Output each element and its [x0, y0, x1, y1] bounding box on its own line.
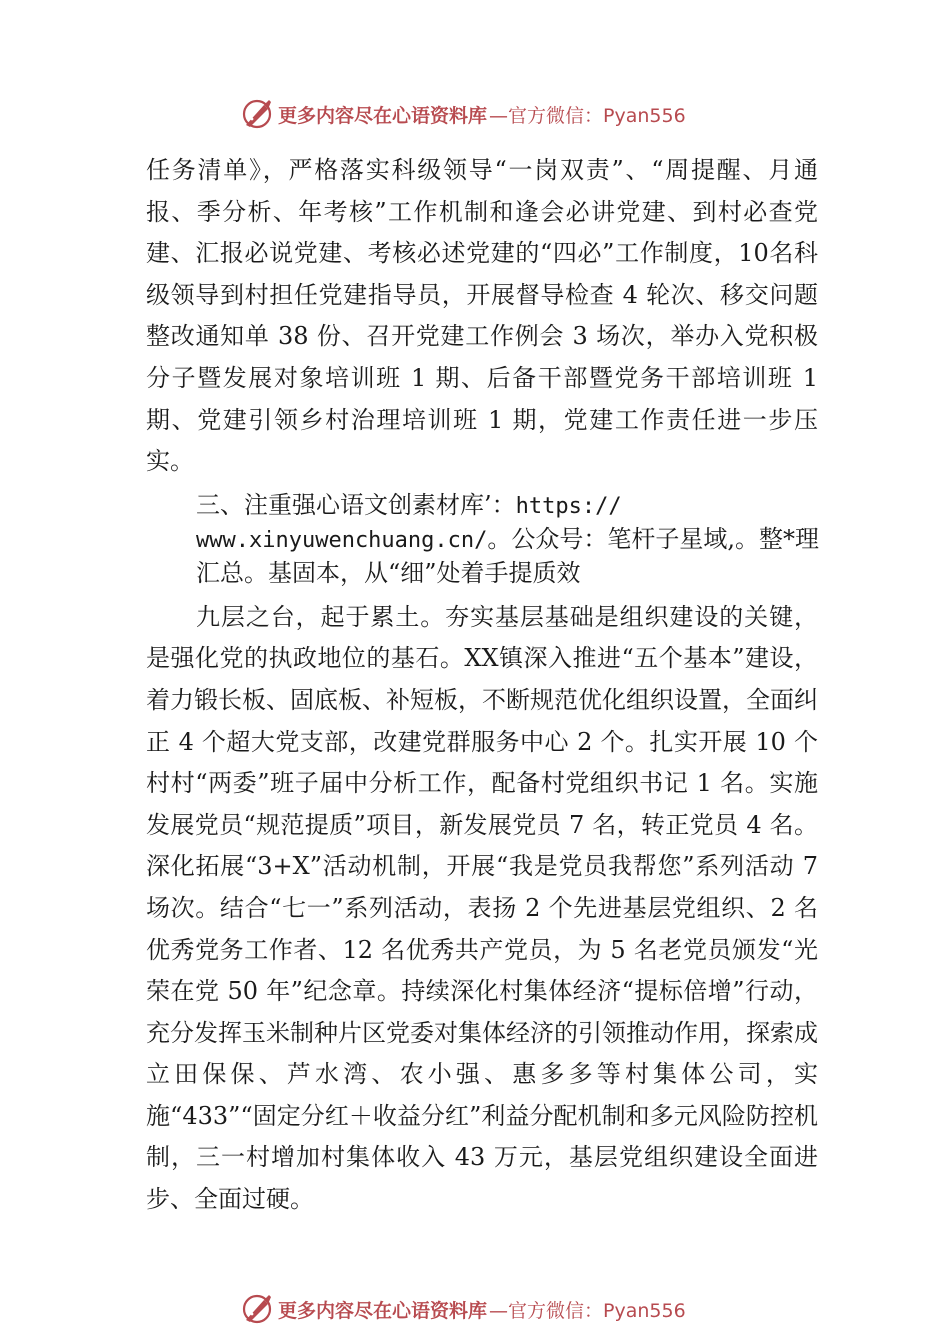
heading-url-1: https:// [515, 493, 622, 519]
heading-text-1: 三、注重强心语文创素材库’： [196, 490, 516, 519]
banner-wechat-text: —官方微信：Pyan556 [489, 1299, 686, 1322]
paragraph-1: 任务清单》，严格落实科级领导“一岗双责”、“周提醒、月通报、季分析、年考核”工作机制和逢会必讲党建、到村必查党建、汇报必说党建、考核必述党建的“四必”工作制度，10名科级领导到村担任党建指导员，开展督导检查 4 轮次、移交问题整改通知单 38 份、召开党建工作例会 3 场次，举办入党积极分子暨发展对象培训班 1 期、后备干部暨党务干部培训班 1 期、党建引领乡村治理培训班 1 期，党建工作责任进一步压实。 [146, 156, 818, 476]
paragraph-2: 九层之台，起于累土。夯实基层基础是组织建设的关键，是强化党的执政地位的基石。XX镇深入推进“五个基本”建设，着力锻长板、固底板、补短板，不断规范优化组织设置，全面纠正 4 个超大党支部，改建党群服务中心 2 个。扎实开展 10 个村村“两委”班子届中分析工作，配备村党组织书记 1 名。实施发展党员“规范提质”项目，新发展党员 7 名，转正党员 4 名。深化拓展“3+X”活动机制，开展“我是党员我帮您”系列活动 7 场次。结合“七一”系列活动，表扬 2 个先进基层党组织、2 名优秀党务工作者、12 名优秀共产党员，为 5 名老党员颁发“光荣在党 50 年”纪念章。持续深化村集体经济“提标倍增”行动，充分发挥玉米制种片区党委对集体经济的引领推动作用，探索成立田保保、芦水湾、农小强、惠多多等村集体公司，实施“433”“固定分红＋收益分红”利益分配机制和多元风险防控机制，三一村增加村集体收入 43 万元，基层党组织建设全面进步、全面过硬。 [146, 602, 818, 1214]
footer-banner [240, 1291, 686, 1327]
document-body [146, 150, 818, 1221]
fountain-pen-logo-icon [240, 97, 274, 131]
banner-wechat-text: —官方微信：Pyan556 [489, 104, 686, 127]
banner-main-text: 更多内容尽在心语资料库 [278, 1299, 488, 1322]
section-heading [196, 489, 836, 589]
header-banner [240, 96, 686, 132]
fountain-pen-logo-icon [240, 1292, 274, 1326]
heading-text-2: 。公众号：笔杆子星域,。整*理汇总。基固本，从“细”处着手提质效 [196, 524, 820, 587]
banner-main-text: 更多内容尽在心语资料库 [278, 104, 488, 127]
heading-url-2: www.xinyuwenchuang.cn/ [196, 527, 488, 553]
